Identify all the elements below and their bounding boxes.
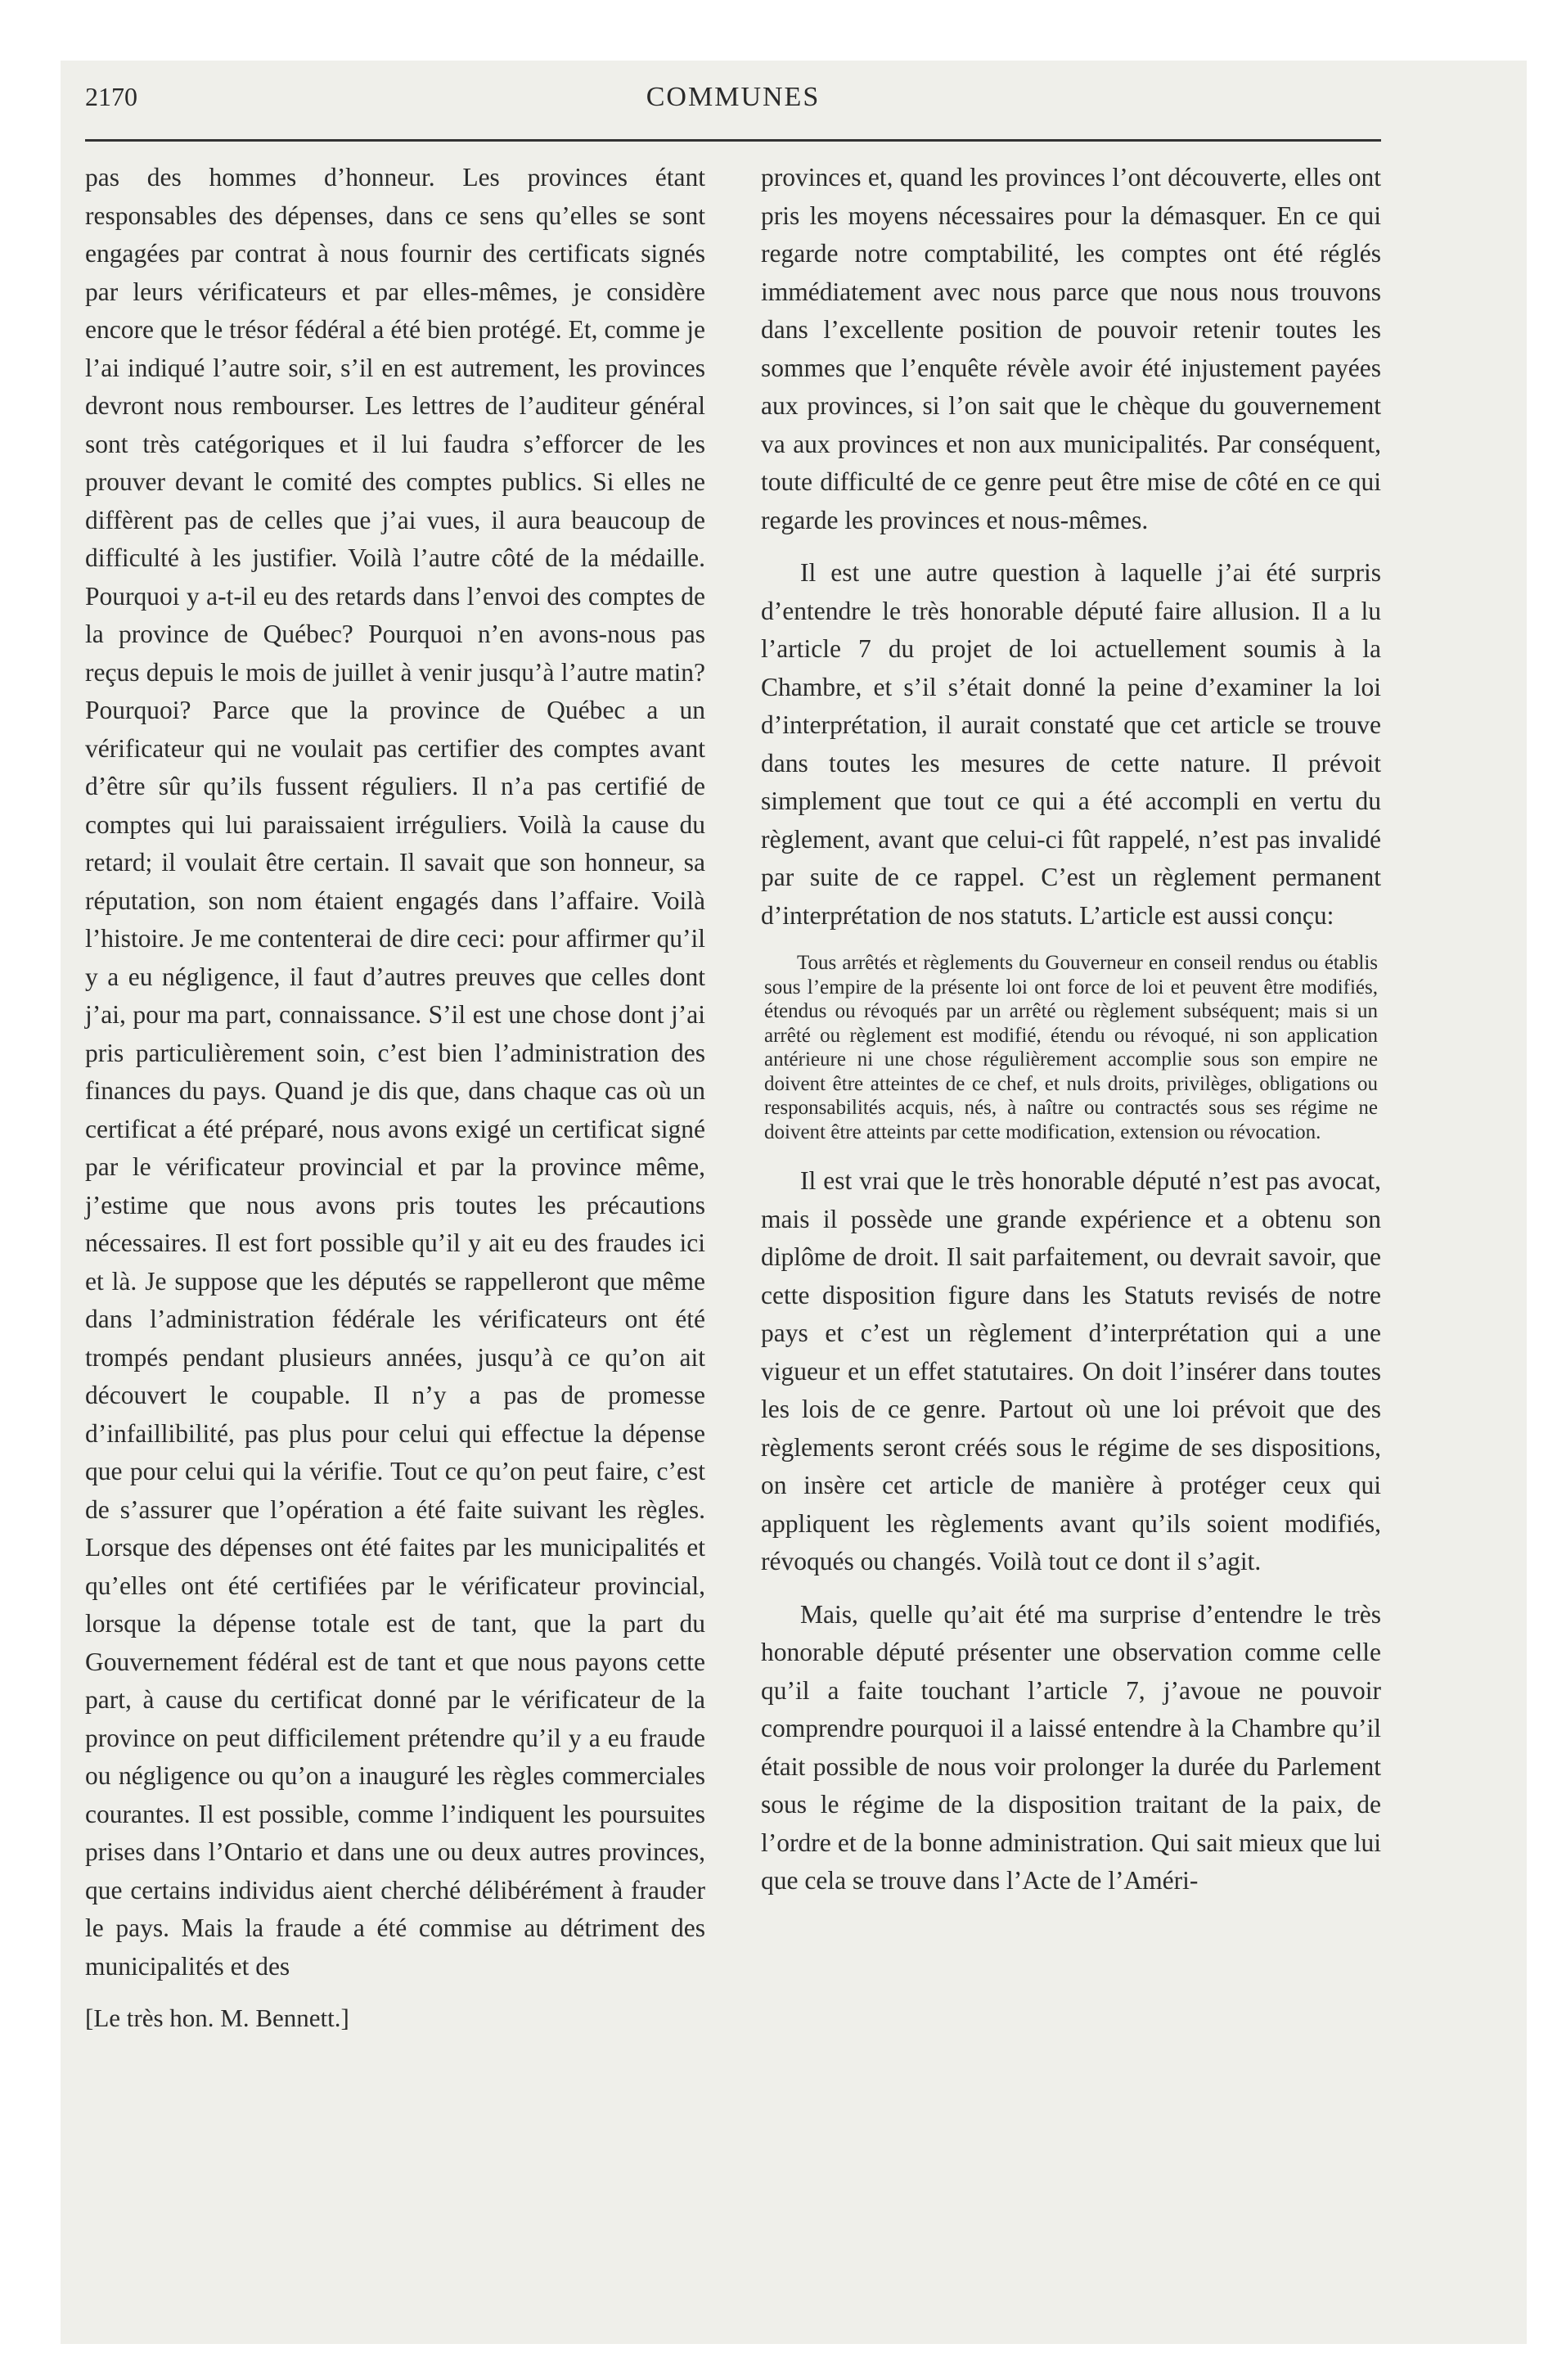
quoted-statute: Tous arrêtés et règlements du Gouverneur en conseil rendus ou établis sous l’empire de la présente loi ont force de loi et peuvent être modifiés, étendus ou révoqués par un arrêté ou règlement subséquent; mais si un arrêté ou règlement est modifié, étendu ou révoqué, ni son application antérieure ni une chose régulièrement accomplie sous son empire ne doivent être atteintes de ce chef, et nuls droits, privilèges, obligations ou responsabilités acquis, nés, à naître ou contractés sous ses régime ne doivent être atteints par cette modification, extension ou révocation. [764, 952, 1378, 1143]
header-rule [85, 139, 1381, 142]
running-head: COMMUNES [646, 82, 821, 112]
page-header [85, 82, 1381, 131]
page-number: 2170 [85, 82, 137, 111]
left-paragraph: pas des hommes d’honneur. Les provinces étant responsables des dépenses, dans ce sens qu’elles se sont engagées par contrat à nous fournir des certificats signés par leurs vérificateurs et par elles-mêmes, je considère encore que le trésor fédéral a été bien protégé. Et, comme je l’ai indiqué l’autre soir, s’il en est autrement, les provinces devront nous rembourser. Les lettres de l’auditeur général sont très catégoriques et il lui faudra s’efforcer de les prouver devant le comité des comptes publics. Si elles ne diffèrent pas de celles que j’ai vues, il aura beaucoup de difficulté à les justifier. Voilà l’autre côté de la médaille. Pourquoi y a-t-il eu des retards dans l’envoi des comptes de la province de Québec? Pourquoi n’en avons-nous pas reçus depuis le mois de juillet à venir jusqu’à l’autre matin? Pourquoi? Parce que la province de Québec a un vérificateur qui ne voulait pas certifier des comptes avant d’être sûr qu’ils fussent réguliers. Il n’a pas certifié de comptes qui lui paraissaient irréguliers. Voilà la cause du retard; il voulait être certain. Il savait que son honneur, sa réputation, son nom étaient engagés dans l’affaire. Voilà l’histoire. Je me contenterai de dire ceci: pour affirmer qu’il y a eu négligence, il faut d’autres preuves que celles dont j’ai, pour ma part, connaissance. S’il est une chose dont j’ai pris particulièrement soin, c’est bien l’administration des finances du pays. Quand je dis que, dans chaque cas où un certificat a été préparé, nous avons exigé un certificat signé par le vérificateur provincial et par la province même, j’estime que nous avons pris toutes les précautions nécessaires. Il est fort possible qu’il y ait eu des fraudes ici et là. Je suppose que les députés se rappelleront que même dans l’administration fédérale les vérificateurs ont été trompés pendant plusieurs années, jusqu’à ce qu’on ait découvert le coupable. Il n’y a pas de promesse d’infaillibilité, pas plus pour celui qui effectue la dépense que pour celui qui la vérifie. Tout ce qu’on peut faire, c’est de s’assurer que l’opération a été faite suivant les règles. Lorsque des dépenses ont été faites par les municipalités et qu’elles ont été certifiées par le vérificateur provincial, lorsque la dépense totale est de tant, que la part du Gouvernement fédéral est de tant et que nous payons cette part, à cause du certificat donné par le vérificateur de la province on peut difficilement prétendre qu’il y a eu fraude ou négligence ou qu’on a inauguré les règles commerciales courantes. Il est possible, comme l’indiquent les poursuites prises dans l’Ontario et dans une ou deux autres provinces, que certains individus aient cherché délibérément à frauder le pays. Mais la fraude a été commise au détriment des municipalités et des [85, 163, 705, 1981]
right-paragraph-4: Mais, quelle qu’ait été ma surprise d’entendre le très honorable député présenter une observation comme celle qu’il a faite touchant l’article 7, j’avoue ne pouvoir comprendre pourquoi il a laissé entendre à la Chambre qu’il était possible de nous voir prolonger la durée du Parlement sous le régime de la disposition traitant de la paix, de l’ordre et de la bonne administration. Qui sait mieux que lui que cela se trouve dans l’Acte de l’Améri- [761, 1599, 1381, 1895]
right-paragraph-2: Il est une autre question à laquelle j’ai été surpris d’entendre le très honorable député faire allusion. Il a lu l’article 7 du projet de loi actuellement soumis à la Chambre, et s’il s’était donné la peine d’examiner la loi d’interprétation, il aurait constaté que cet article se trouve dans toutes les mesures de cette nature. Il prévoit simplement que tout ce qui a été accompli en vertu du règlement, avant que celui-ci fût rappelé, n’est pas invalidé par suite de ce rappel. C’est un règlement permanent d’interprétation de nos statuts. L’article est aussi conçu: [761, 558, 1381, 930]
speaker-attribution: [Le très hon. M. Bennett.] [85, 2004, 349, 2032]
right-paragraph-1: provinces et, quand les provinces l’ont découverte, elles ont pris les moyens nécessaires pour la démasquer. En ce qui regarde notre comptabilité, les comptes ont été réglés immédiatement avec nous parce que nous nous trouvons dans l’excellente position de pouvoir retenir toutes les sommes que l’enquête révèle avoir été injustement payées aux provinces, si l’on sait que le chèque du gouvernement va aux provinces et non aux municipalités. Par conséquent, toute difficulté de ce genre peut être mise de côté en ce qui regarde les provinces et nous-mêmes. [761, 163, 1381, 534]
left-column [85, 159, 705, 2036]
right-paragraph-3: Il est vrai que le très honorable député n’est pas avocat, mais il possède une grande expérience et a obtenu son diplôme de droit. Il sait parfaitement, ou devrait savoir, que cette disposition figure dans les Statuts revisés de notre pays et c’est un règlement d’interprétation qui a une vigueur et un effet statutaires. On doit l’insérer dans toutes les lois de ce genre. Partout où une loi prévoit que des règlements seront créés sous le régime de ses dispositions, on insère cet article de manière à protéger ceux qui appliquent les règlements avant qu’ils soient modifiés, révoqués ou changés. Voilà tout ce dont il s’agit. [761, 1166, 1381, 1575]
right-column [761, 159, 1381, 1900]
